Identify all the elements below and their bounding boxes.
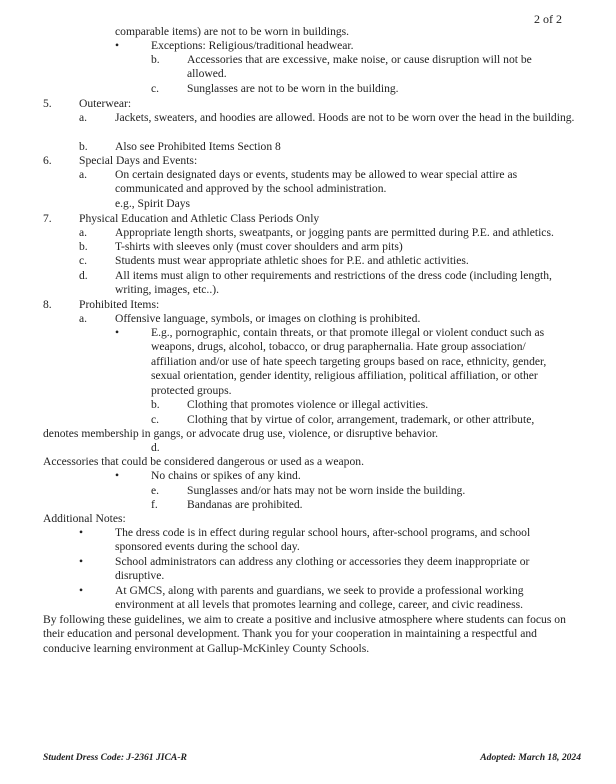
list-marker: a. bbox=[79, 111, 88, 124]
list-item bbox=[0, 111, 616, 140]
bullet-marker: • bbox=[79, 584, 84, 597]
notes-heading bbox=[0, 512, 616, 526]
list-text: On certain designated days or events, students may be allowed to wear special attire as communicated and approved by the school administration. bbox=[115, 168, 518, 196]
section-title: Special Days and Events: bbox=[79, 154, 198, 167]
list-item bbox=[0, 226, 616, 240]
list-marker: b. bbox=[79, 240, 88, 253]
list-item bbox=[0, 168, 616, 197]
text-line bbox=[0, 427, 616, 441]
section-number: 6. bbox=[43, 154, 52, 167]
paragraph-text: By following these guidelines, we aim to create a positive and inclusive atmosphere where students can focus on their education and personal development. Thank you for your cooperation in maintaining a respectful and conducive learning environment at Gallup-McKinley County Schools. bbox=[43, 613, 566, 655]
list-text: Appropriate length shorts, sweatpants, or jogging pants are permitted during P.E. and athletics. bbox=[115, 226, 554, 239]
bullet-marker: • bbox=[115, 469, 120, 482]
list-text: All items must align to other requirements and restrictions of the dress code (including length, writing, images, etc..). bbox=[115, 269, 552, 297]
bullet-marker: • bbox=[115, 39, 120, 52]
section-heading bbox=[0, 154, 616, 168]
list-marker: f. bbox=[151, 498, 158, 511]
list-marker: e. bbox=[151, 484, 160, 497]
list-text: Sunglasses are not to be worn in the building. bbox=[187, 82, 399, 95]
list-item bbox=[0, 398, 616, 413]
list-item bbox=[0, 53, 616, 82]
list-text: The dress code is in effect during regular school hours, after-school programs, and school sponsored events during the school day. bbox=[115, 526, 531, 554]
list-item bbox=[0, 269, 616, 298]
list-marker: d. bbox=[151, 441, 160, 454]
list-text: Exceptions: Religious/traditional headwear. bbox=[151, 39, 354, 52]
list-item bbox=[0, 254, 616, 269]
list-item bbox=[0, 240, 616, 254]
footer-document-code: Student Dress Code: J-2361 JICA-R bbox=[43, 752, 187, 763]
list-text: Clothing that promotes violence or illegal activities. bbox=[187, 398, 429, 411]
list-text: Offensive language, symbols, or images on clothing is prohibited. bbox=[115, 312, 421, 325]
list-text: Students must wear appropriate athletic shoes for P.E. and athletic activities. bbox=[115, 254, 469, 267]
list-item bbox=[0, 584, 616, 613]
notes-title: Additional Notes: bbox=[43, 512, 126, 525]
list-text: Accessories that are excessive, make noise, or cause disruption will not be allowed. bbox=[187, 53, 532, 81]
list-text: At GMCS, along with parents and guardians, we seek to provide a professional working environment at all levels that promotes learning and college, career, and civic readiness. bbox=[115, 584, 524, 612]
list-text-continuation: denotes membership in gangs, or advocate drug use, violence, or disruptive behavior. bbox=[43, 427, 439, 440]
bullet-marker: • bbox=[79, 526, 84, 539]
list-marker: c. bbox=[151, 413, 160, 426]
section-title: Physical Education and Athletic Class Periods Only bbox=[79, 212, 320, 225]
list-marker: b. bbox=[151, 53, 160, 66]
list-item bbox=[0, 498, 616, 512]
list-text: E.g., pornographic, contain threats, or that promote illegal or violent conduct such as weapons, drugs, alcohol, tobacco, or drug paraphernalia. Hate group association/ affiliation and/or use of hate speech targeting groups based on race, ethnicity, gender, sexual orientation, gender identity, religious affiliation, political affiliation, or other protected groups. bbox=[151, 326, 547, 397]
page-number: 2 of 2 bbox=[534, 12, 562, 26]
text-line bbox=[0, 197, 616, 212]
bullet-marker: • bbox=[79, 555, 84, 568]
list-item bbox=[0, 555, 616, 584]
list-text: Sunglasses and/or hats may not be worn inside the building. bbox=[187, 484, 466, 497]
list-marker: a. bbox=[79, 168, 88, 181]
list-text: Jackets, sweaters, and hoodies are allowed. Hoods are not to be worn over the head in the building. bbox=[115, 111, 575, 124]
list-marker: b. bbox=[151, 398, 160, 411]
footer-adopted-date: Adopted: March 18, 2024 bbox=[480, 752, 581, 763]
list-text: Clothing that by virtue of color, arrangement, trademark, or other attribute, bbox=[187, 413, 535, 426]
list-marker: a. bbox=[79, 226, 88, 239]
section-heading bbox=[0, 97, 616, 111]
example-text: e.g., Spirit Days bbox=[115, 197, 191, 210]
section-heading bbox=[0, 298, 616, 312]
continuation-text: comparable items) are not to be worn in buildings. bbox=[115, 25, 350, 38]
section-number: 5. bbox=[43, 97, 52, 110]
list-item bbox=[0, 484, 616, 498]
section-title: Prohibited Items: bbox=[79, 298, 160, 311]
list-item bbox=[0, 312, 616, 326]
document-body bbox=[0, 25, 616, 657]
list-text: Bandanas are prohibited. bbox=[187, 498, 303, 511]
list-item bbox=[0, 140, 616, 154]
list-item bbox=[0, 526, 616, 555]
closing-paragraph bbox=[0, 613, 616, 657]
list-marker: c. bbox=[151, 82, 160, 95]
list-marker: d. bbox=[79, 269, 88, 282]
list-text: Accessories that could be considered dangerous or used as a weapon. bbox=[43, 455, 364, 468]
list-text: No chains or spikes of any kind. bbox=[151, 469, 301, 482]
list-item bbox=[0, 39, 616, 53]
bullet-marker: • bbox=[115, 326, 120, 339]
section-number: 8. bbox=[43, 298, 52, 311]
text-line bbox=[0, 25, 616, 39]
section-heading bbox=[0, 212, 616, 226]
list-item bbox=[0, 326, 616, 398]
list-item bbox=[0, 413, 616, 427]
list-marker: b. bbox=[79, 140, 88, 153]
text-line bbox=[0, 455, 616, 469]
section-title: Outerwear: bbox=[79, 97, 132, 110]
list-marker: a. bbox=[79, 312, 88, 325]
list-marker: c. bbox=[79, 254, 88, 267]
list-item bbox=[0, 469, 616, 484]
list-text: School administrators can address any clothing or accessories they deem inappropriate or disruptive. bbox=[115, 555, 530, 583]
list-item bbox=[0, 82, 616, 97]
text-line bbox=[0, 441, 616, 455]
list-text: Also see Prohibited Items Section 8 bbox=[115, 140, 281, 153]
list-text: T-shirts with sleeves only (must cover shoulders and arm pits) bbox=[115, 240, 403, 253]
section-number: 7. bbox=[43, 212, 52, 225]
